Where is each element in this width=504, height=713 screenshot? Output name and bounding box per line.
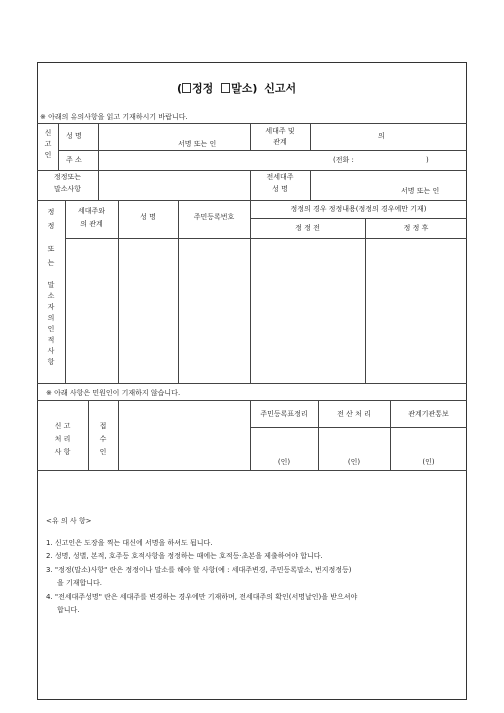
main-side-char: 또 (47, 245, 55, 253)
title-option-erasure: 말소) (231, 82, 258, 95)
reporter-phone-close: ) (426, 156, 429, 164)
col-relation-line1: 세대주와 (77, 207, 106, 215)
line-v-erased-label (98, 170, 99, 200)
note-item-4: 4. "전세대주성명" 란은 세대주를 변경하는 경우에만 기재하며, 전세대주의 확인(서명날인)을 받으셔야 (46, 593, 358, 601)
relation-label-line2: 관계 (273, 138, 287, 146)
relation-suffix[interactable]: 의 (378, 132, 385, 140)
prev-head-label (250, 173, 310, 194)
relation-label (250, 127, 310, 147)
prev-head-sign[interactable]: 서명 또는 인 (401, 187, 440, 195)
prev-head-label-line1: 전세대주 (266, 173, 294, 181)
reporter-sign[interactable]: 서명 또는 인 (178, 140, 217, 148)
line-v-reporter-side (58, 123, 59, 170)
col-relation-header (65, 207, 118, 229)
line-v-reporter-label (98, 123, 99, 170)
line-h1 (37, 123, 467, 124)
line-h2 (58, 150, 467, 151)
reporter-phone[interactable]: (전화 : (333, 156, 354, 164)
line-v-main-before (365, 218, 366, 383)
line-h10 (37, 470, 467, 471)
main-side-label-top (45, 207, 57, 232)
line-h4 (37, 200, 467, 201)
main-side-label-bottom (45, 280, 57, 368)
form-frame (37, 62, 467, 700)
col-relation-line2: 의 관계 (80, 220, 103, 228)
erased-label-line1: 정정또는 (53, 173, 82, 181)
checkbox-erasure[interactable] (221, 83, 230, 93)
col-before-header: 정 정 전 (295, 224, 320, 232)
office-stamp-char: 인 (99, 448, 107, 456)
office-seal-1: (인) (277, 458, 291, 466)
office-receipt-line2: 처 리 (54, 435, 71, 443)
line-v-relation-right (310, 123, 311, 150)
erased-label-line2: 말소사항 (53, 185, 82, 193)
line-h5 (250, 218, 467, 219)
main-side-char: 소 (47, 292, 55, 300)
reporter-side-label (42, 128, 54, 161)
notes-heading: <유 의 사 항> (46, 517, 92, 525)
office-stamp-label (88, 422, 118, 457)
title-report: 신고서 (264, 82, 297, 95)
office-stamp-char: 접 (99, 422, 107, 430)
erased-label (37, 173, 98, 194)
note-item-3-cont: 을 기재합니다. (57, 579, 103, 587)
col-after-header: 정 정 후 (403, 224, 429, 232)
main-side-char: 적 (47, 336, 55, 344)
office-receipt-label (37, 422, 88, 457)
office-col2-header: 전 산 처 리 (337, 410, 371, 418)
line-h7 (37, 383, 467, 384)
notice-mid: ※ 아래 사항은 민원인이 기재하지 않습니다. (46, 389, 181, 397)
relation-label-line1: 세대주 및 (265, 127, 295, 135)
col-name-header: 성 명 (140, 213, 156, 221)
line-h3 (37, 170, 467, 171)
main-side-char: 는 (47, 259, 55, 267)
line-v-main-relation (118, 200, 119, 383)
line-v-main-name (178, 200, 179, 383)
main-side-char: 인 (47, 325, 55, 333)
reporter-side-char: 인 (44, 151, 52, 159)
office-receipt-line1: 신 고 (54, 422, 71, 430)
main-side-char: 항 (47, 358, 55, 366)
line-h6 (65, 238, 467, 239)
col-content-header: 정정의 경우 정정내용(정정의 경우에만 기재) (290, 205, 427, 213)
office-receipt-line3: 사 항 (54, 448, 71, 456)
note-item-3: 3. "정정(말소)사항" 란은 정정이나 말소를 해야 할 사항(예 : 세대주변경, 주민등록말소, 번지정정등) (46, 566, 352, 574)
form-title (177, 80, 296, 96)
main-side-label-mid (45, 244, 57, 269)
line-v-erased-head-right (310, 170, 311, 200)
note-item-4-cont: 합니다. (57, 606, 80, 614)
checkbox-correction[interactable] (182, 83, 191, 93)
col-id-header: 주민등록번호 (193, 213, 235, 221)
office-col3-header: 관계기관통보 (408, 410, 449, 418)
main-side-char: 말 (47, 281, 55, 289)
note-item-2: 2. 성명, 성별, 본적, 호주등 호적사항을 정정하는 때에는 호적등·초본을 제출하여야 합니다. (46, 552, 323, 560)
reporter-address-label: 주 소 (66, 156, 82, 164)
office-seal-3: (인) (422, 458, 435, 466)
line-h9 (250, 427, 467, 428)
title-open-paren: ( (177, 82, 183, 95)
reporter-name-label: 성 명 (66, 132, 82, 140)
main-side-char: 정 (47, 208, 55, 216)
reporter-side-char: 신 (44, 129, 52, 137)
main-side-char: 사 (47, 347, 55, 355)
line-h8 (37, 400, 467, 401)
main-side-char: 의 (47, 314, 55, 322)
main-side-char: 정 (47, 222, 55, 230)
title-option-correction: 정정 (192, 82, 214, 95)
prev-head-label-line2: 성 명 (272, 185, 288, 193)
reporter-side-char: 고 (44, 140, 52, 148)
line-v-office-stamp (118, 400, 119, 470)
office-col1-header: 주민등록표정리 (260, 410, 308, 418)
main-side-char: 자 (47, 303, 55, 311)
office-stamp-char: 수 (99, 435, 107, 443)
office-seal-2: (인) (347, 458, 361, 466)
note-item-1: 1. 신고인은 도장을 찍는 대신에 서명을 하셔도 됩니다. (46, 539, 213, 547)
notice-top: ※ 아래의 유의사항을 읽고 기재하시기 바랍니다. (40, 113, 188, 121)
